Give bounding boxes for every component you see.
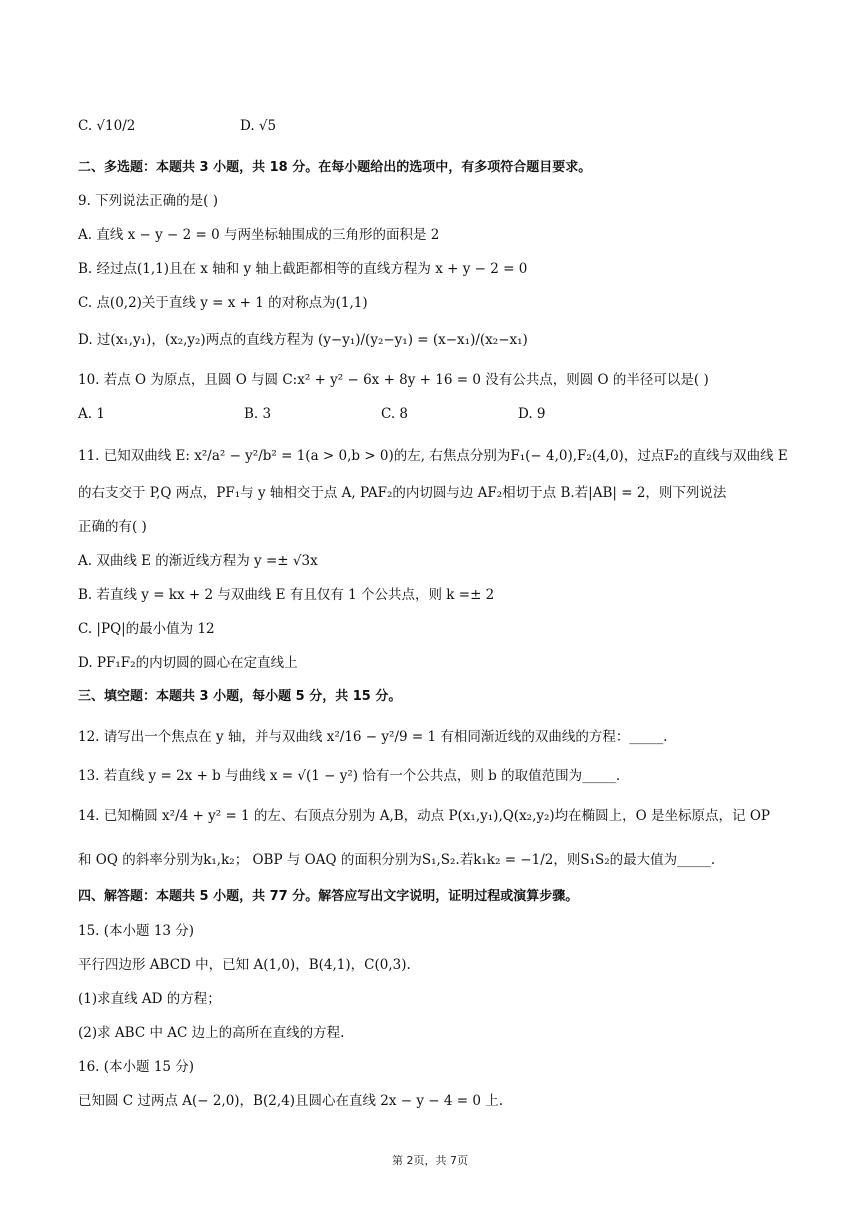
q11-option-c: C. |PQ|的最小值为 12 — [78, 621, 215, 637]
q15-part2: (2)求 ABC 中 AC 边上的高所在直线的方程. — [78, 1025, 345, 1041]
section-4-heading: 四、解答题：本题共 5 小题，共 77 分。解答应写出文字说明，证明过程或演算步骤。 — [78, 889, 579, 904]
q8-options — [78, 118, 276, 134]
q10-option-d: D. 9 — [518, 406, 546, 422]
q9-option-a: A. 直线 x − y − 2 = 0 与两坐标轴围成的三角形的面积是 2 — [78, 227, 440, 243]
section-3-heading: 三、填空题：本题共 3 小题，每小题 5 分，共 15 分。 — [78, 689, 402, 704]
q16-stem: 已知圆 C 过两点 A(− 2,0)，B(2,4)且圆心在直线 2x − y − 4 = 0 上. — [78, 1093, 504, 1109]
section-2-heading: 二、多选题：本题共 3 小题，共 18 分。在每小题给出的选项中，有多项符合题目要求。 — [78, 160, 592, 175]
q16-heading: 16. (本小题 15 分) — [78, 1059, 195, 1075]
q15-part1: (1)求直线 AD 的方程； — [78, 991, 221, 1007]
q15-stem: 平行四边形 ABCD 中，已知 A(1,0)，B(4,1)，C(0,3). — [78, 957, 411, 973]
q13-stem: 13. 若直线 y = 2x + b 与曲线 x = √(1 − y²) 恰有一个公共点，则 b 的取值范围为_____. — [78, 768, 621, 784]
q10-option-a: A. 1 — [78, 406, 105, 422]
q15-heading: 15. (本小题 13 分) — [78, 923, 195, 939]
q9-option-d: D. 过(x₁,y₁)，(x₂,y₂)两点的直线方程为 (y−y₁)/(y₂−y₁) = (x−x₁)/(x₂−x₁) — [78, 332, 528, 348]
q11-stem-line3: 正确的有( ) — [78, 519, 147, 535]
q14-line1: 14. 已知椭圆 x²/4 + y² = 1 的左、右顶点分别为 A,B，动点 P(x₁,y₁),Q(x₂,y₂)均在椭圆上，O 是坐标原点，记 OP — [78, 808, 770, 824]
q11-option-a: A. 双曲线 E 的渐近线方程为 y =± √3x — [78, 553, 318, 569]
q9-stem: 9. 下列说法正确的是( ) — [78, 193, 218, 209]
q8-option-d: D. √5 — [240, 118, 277, 134]
q10-option-b: B. 3 — [244, 406, 272, 422]
q11-stem-line2: 的右支交于 P,Q 两点，PF₁与 y 轴相交于点 A, PAF₂的内切圆与边 AF₂相切于点 B.若|AB| = 2，则下列说法 — [78, 485, 727, 501]
q11-option-b: B. 若直线 y = kx + 2 与双曲线 E 有且仅有 1 个公共点，则 k =± 2 — [78, 587, 495, 603]
q10-option-c: C. 8 — [381, 406, 409, 422]
q14-line2: 和 OQ 的斜率分别为k₁,k₂； OBP 与 OAQ 的面积分别为S₁,S₂.若k₁k₂ = −1/2，则S₁S₂的最大值为_____. — [78, 852, 716, 868]
q10-stem: 10. 若点 O 为原点，且圆 O 与圆 C:x² + y² − 6x + 8y + 16 = 0 没有公共点，则圆 O 的半径可以是( ) — [78, 372, 709, 388]
q11-option-d: D. PF₁F₂的内切圆的圆心在定直线上 — [78, 655, 298, 671]
q9-option-b: B. 经过点(1,1)且在 x 轴和 y 轴上截距都相等的直线方程为 x + y − 2 = 0 — [78, 261, 528, 277]
page-footer: 第 2页，共 7页 — [392, 1154, 468, 1167]
q9-option-c: C. 点(0,2)关于直线 y = x + 1 的对称点为(1,1) — [78, 295, 368, 311]
q10-options — [78, 406, 546, 422]
q12-stem: 12. 请写出一个焦点在 y 轴，并与双曲线 x²/16 − y²/9 = 1 有相同渐近线的双曲线的方程：_____. — [78, 729, 668, 745]
q11-stem-line1: 11. 已知双曲线 E: x²/a² − y²/b² = 1(a > 0,b > 0)的左, 右焦点分别为F₁(− 4,0),F₂(4,0)，过点F₂的直线与双曲线 E — [78, 448, 788, 464]
q8-option-c: C. √10/2 — [78, 118, 136, 134]
